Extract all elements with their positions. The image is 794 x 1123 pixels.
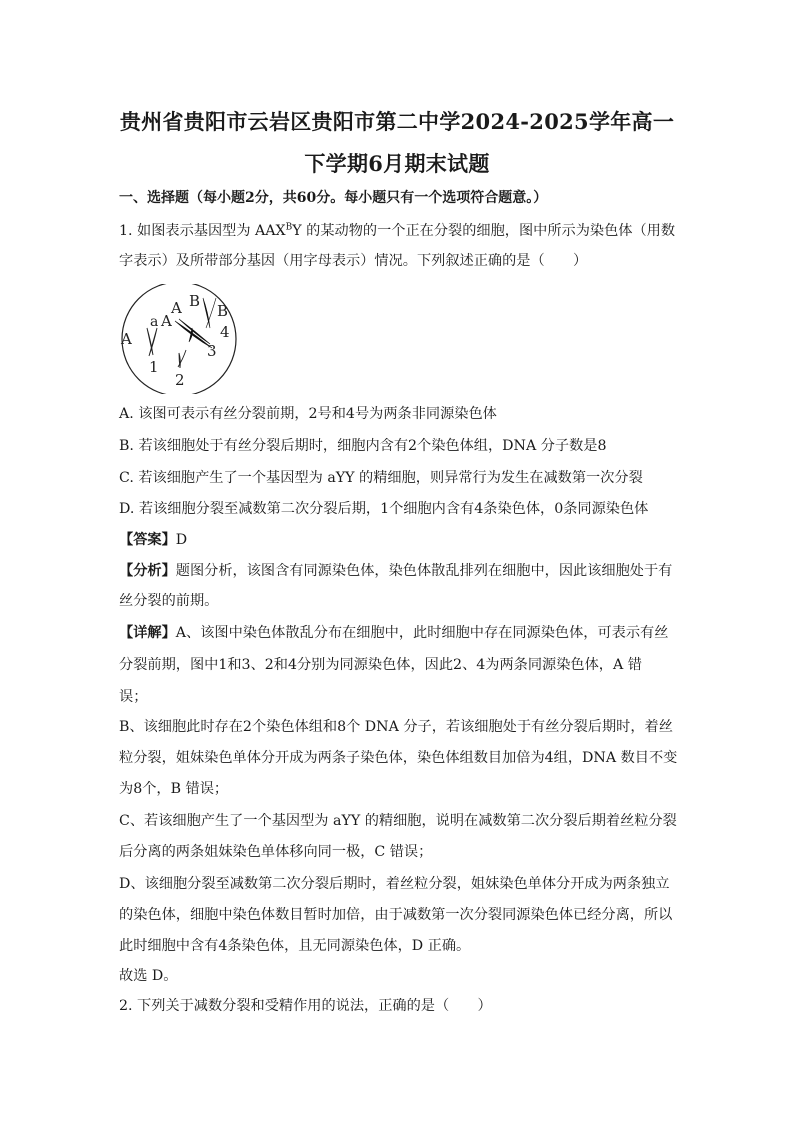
q1-stem-part2: Y 的某动物的一个正在分裂的细胞，图中所示为染色体（用数: [292, 223, 676, 239]
q1-detail-line9: D、该细胞分裂至减数第二次分裂后期时，着丝粒分裂，姐妹染色单体分开成为两条独立: [119, 876, 670, 892]
label-gene-a: a: [150, 314, 159, 330]
q1-option-c: C. 若该细胞产生了一个基因型为 aYY 的精细胞，则异常行为发生在减数第一次分裂: [119, 470, 643, 486]
label-gene-A-left: A: [121, 330, 132, 348]
q1-analysis-line1: [119, 561, 679, 581]
q1-detail-line5: 粒分裂，姐妹染色单体分开成为两条子染色体，染色体组数目加倍为4组，DNA 数目不变: [119, 750, 678, 766]
q1-option-b: B. 若该细胞处于有丝分裂后期时，细胞内含有2个染色体组，DNA 分子数是8: [119, 438, 607, 454]
q1-detail-line10: 的染色体，细胞中染色体数目暂时加倍，由于减数第一次分裂同源染色体已经分离，所以: [119, 907, 673, 923]
q1-option-a: A. 该图可表示有丝分裂前期，2号和4号为两条非同源染色体: [119, 406, 497, 422]
q1-detail-line12: 故选 D。: [119, 968, 178, 984]
detail-text-1: A、该图中染色体散乱分布在细胞中，此时细胞中存在同源染色体，可表示有丝: [175, 625, 669, 641]
exam-title-line1: 贵州省贵阳市云岩区贵阳市第二中学2024-2025学年高一: [119, 109, 675, 134]
q1-detail-line11: 此时细胞中含有4条染色体，且无同源染色体，D 正确。: [119, 938, 471, 954]
q1-stem-part1: 1. 如图表示基因型为 AAX: [119, 223, 286, 239]
q1-stem-line1: [119, 221, 679, 241]
analysis-text-1: 题图分析，该图含有同源染色体，染色体散乱排列在细胞中，因此该细胞处于有: [175, 563, 673, 579]
q1-detail-line2: 分裂前期，图中1和3、2和4分别为同源染色体，因此2、4为两条同源染色体，A 错: [119, 657, 642, 673]
analysis-tag: 【分析】: [119, 563, 176, 579]
label-gene-A-mid: A: [161, 312, 172, 330]
q2-stem: 2. 下列关于减数分裂和受精作用的说法，正确的是（ ）: [119, 998, 492, 1014]
q1-detail-line4: B、该细胞此时存在2个染色体组和8个 DNA 分子，若该细胞处于有丝分裂后期时，着丝: [119, 719, 673, 735]
chromosome-4: [203, 298, 216, 328]
section-heading: 一、选择题（每小题2分，共60分。每小题只有一个选项符合题意。）: [119, 190, 548, 206]
cell-diagram-svg: [117, 284, 241, 394]
q1-stem-superscript: B: [285, 222, 293, 233]
q1-stem-line2: 字表示）及所带部分基因（用字母表示）情况。下列叙述正确的是（ ）: [119, 253, 588, 269]
label-chromosome-2: 2: [175, 371, 185, 389]
chromosome-2: [178, 350, 186, 368]
chromosome-1: [147, 328, 157, 356]
answer-value: D: [175, 532, 188, 548]
label-gene-B-top: B: [189, 292, 201, 310]
label-chromosome-4: 4: [220, 323, 230, 341]
cell-division-figure: [117, 284, 241, 394]
q1-detail-line6: 为8个，B 错误；: [119, 781, 229, 797]
q1-detail-line3: 误；: [119, 689, 148, 705]
q1-analysis-line2: 丝分裂的前期。: [119, 593, 219, 609]
q1-detail-line7: C、若该细胞产生了一个基因型为 aYY 的精细胞，说明在减数第二次分裂后期着丝粒分裂: [119, 813, 677, 829]
q1-option-d: D. 若该细胞分裂至减数第二次分裂后期，1个细胞内含有4条染色体，0条同源染色体: [119, 501, 649, 517]
q1-answer: [119, 530, 679, 550]
exam-title-line2: 下学期6月期末试题: [304, 151, 490, 176]
label-chromosome-3: 3: [207, 342, 217, 360]
label-chromosome-1: 1: [149, 358, 159, 376]
q1-detail-line8: 后分离的两条姐妹染色单体移向同一极，C 错误；: [119, 844, 433, 860]
q1-detail-line1: [119, 623, 679, 643]
label-gene-B-right: B: [217, 302, 229, 320]
answer-tag: 【答案】: [119, 532, 176, 548]
label-gene-A-top: A: [171, 299, 182, 317]
detail-tag: 【详解】: [119, 625, 176, 641]
